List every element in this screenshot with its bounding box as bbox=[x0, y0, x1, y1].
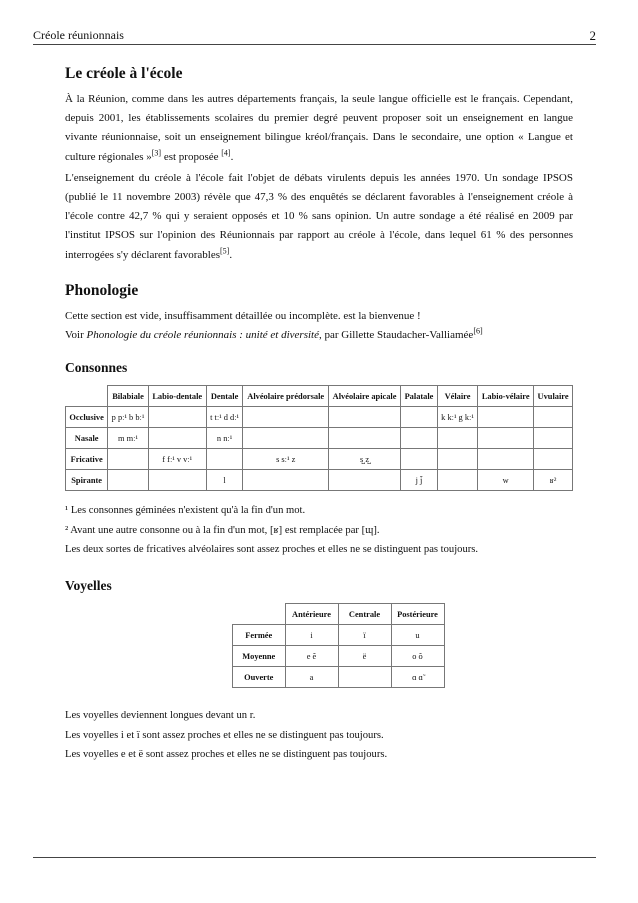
header-cell: Dentale bbox=[206, 386, 243, 407]
header-cell bbox=[233, 604, 286, 625]
header-cell: Vélaire bbox=[437, 386, 478, 407]
reference-3[interactable]: [3] bbox=[151, 147, 162, 157]
table-cell: p pː¹ b bː¹ bbox=[108, 407, 149, 428]
header-cell: Palatale bbox=[401, 386, 438, 407]
section-heading-phonology: Phonologie bbox=[65, 281, 139, 299]
school-p1-text-3: . bbox=[230, 150, 234, 163]
table-cell bbox=[401, 449, 438, 470]
table-cell: u bbox=[391, 625, 444, 646]
table-row bbox=[233, 625, 445, 646]
table-cell bbox=[478, 407, 534, 428]
table-cell bbox=[534, 428, 573, 449]
school-p2-text: L'enseignement du créole à l'école fait l'objet de débats virulents depuis les années 1970. Un sondage IPSOS (publié le 11 novembre 2003) révèle que 47,3 % des enquêtés se déclarent favorables à l'enseignement créole à l'école contre 42,7 % qui y seraient opposés et 10 % sans opinion. Un autre sondage a été réalisé en 2009 par l'institut IPSOS sur l'opinion des Réunionnais par rapport au créole à l'école, dans lequel 61 % des personnes interrogées s'y déclarent favorables bbox=[65, 171, 573, 261]
table-cell bbox=[478, 428, 534, 449]
table-cell: k kː¹ g kː¹ bbox=[437, 407, 478, 428]
consonants-header-row bbox=[66, 386, 573, 407]
table-cell bbox=[206, 449, 243, 470]
section-heading-consonants: Consonnes bbox=[65, 360, 128, 376]
row-header: Nasale bbox=[66, 428, 108, 449]
table-cell: n nː¹ bbox=[206, 428, 243, 449]
vowel-note-3: Les voyelles e et ë sont assez proches et elles ne se distinguent pas toujours. bbox=[65, 749, 388, 761]
consonant-note-3: Les deux sortes de fricatives alvéolaires sont assez proches et elles ne se distinguent pas toujours. bbox=[65, 544, 479, 556]
reference-6[interactable]: [6] bbox=[473, 326, 483, 336]
school-paragraph-2 bbox=[65, 169, 573, 265]
table-cell bbox=[437, 428, 478, 449]
table-cell bbox=[401, 407, 438, 428]
vowel-note-1: Les voyelles deviennent longues devant un r. bbox=[65, 710, 256, 722]
header-cell: Postérieure bbox=[391, 604, 444, 625]
school-p2-text-2: . bbox=[229, 248, 233, 261]
article-body bbox=[65, 64, 573, 765]
consonants-notes bbox=[65, 501, 573, 559]
table-cell bbox=[108, 470, 149, 491]
table-cell: ï bbox=[338, 625, 391, 646]
table-cell: ɑ ɑ̃ bbox=[391, 667, 444, 688]
table-cell: j j̃ bbox=[401, 470, 438, 491]
table-row bbox=[233, 646, 445, 667]
header-cell: Centrale bbox=[338, 604, 391, 625]
header-cell: Labio-vélaire bbox=[478, 386, 534, 407]
school-p1-text-2: est proposée bbox=[161, 150, 222, 163]
table-cell bbox=[401, 428, 438, 449]
page-header-title: Créole réunionnais bbox=[33, 28, 124, 42]
school-paragraph-1 bbox=[65, 90, 573, 167]
table-cell: e ẽ bbox=[285, 646, 338, 667]
table-cell bbox=[243, 407, 329, 428]
table-cell: w bbox=[478, 470, 534, 491]
table-cell: l bbox=[206, 470, 243, 491]
header-cell: Alvéolaire prédorsale bbox=[243, 386, 329, 407]
phonology-see-also bbox=[65, 326, 573, 345]
table-cell: ʁ² bbox=[534, 470, 573, 491]
table-cell: o õ bbox=[391, 646, 444, 667]
table-cell bbox=[534, 407, 573, 428]
table-cell bbox=[148, 470, 206, 491]
header-cell bbox=[66, 386, 108, 407]
header-cell: Alvéolaire apicale bbox=[328, 386, 400, 407]
row-header: Spirante bbox=[66, 470, 108, 491]
table-cell: s sː¹ z bbox=[243, 449, 329, 470]
table-cell bbox=[148, 407, 206, 428]
vowels-table bbox=[232, 603, 445, 688]
header-cell: Labio-dentale bbox=[148, 386, 206, 407]
table-cell bbox=[437, 470, 478, 491]
table-cell bbox=[148, 428, 206, 449]
reference-5[interactable]: [5] bbox=[220, 245, 230, 255]
row-header: Occlusive bbox=[66, 407, 108, 428]
row-header: Fricative bbox=[66, 449, 108, 470]
header-cell: Antérieure bbox=[285, 604, 338, 625]
section-heading-vowels: Voyelles bbox=[65, 578, 112, 594]
table-cell: ë bbox=[338, 646, 391, 667]
table-cell bbox=[328, 428, 400, 449]
consonant-note-1: ¹ Les consonnes géminées n'existent qu'à la fin d'un mot. bbox=[65, 505, 306, 517]
consonants-table bbox=[65, 385, 573, 491]
table-cell bbox=[108, 449, 149, 470]
table-cell bbox=[478, 449, 534, 470]
vowels-notes bbox=[65, 706, 573, 764]
row-header: Moyenne bbox=[233, 646, 286, 667]
row-header: Ouverte bbox=[233, 667, 286, 688]
header-rule bbox=[33, 44, 596, 45]
table-cell: i bbox=[285, 625, 338, 646]
school-p1-text: À la Réunion, comme dans les autres départements français, la seule langue officielle est le français. Cependant, depuis 2001, les établissements scolaires du premier degré peuvent proposer soit un enseignement en langue vivante réunionnaise, soit un enseignement bilingue kréol/français. Dans le secondaire, une option « Langue et culture régionales » bbox=[65, 93, 573, 163]
table-cell: t tː¹ d dː¹ bbox=[206, 407, 243, 428]
reference-4[interactable]: [4] bbox=[221, 147, 231, 157]
see-also-prefix: Voir bbox=[65, 329, 87, 342]
page-header bbox=[33, 28, 596, 44]
footer-rule bbox=[33, 857, 596, 858]
table-cell bbox=[437, 449, 478, 470]
table-cell bbox=[338, 667, 391, 688]
table-cell: m mː¹ bbox=[108, 428, 149, 449]
table-row bbox=[66, 407, 573, 428]
table-cell bbox=[328, 407, 400, 428]
table-cell: a bbox=[285, 667, 338, 688]
table-cell bbox=[243, 428, 329, 449]
table-row bbox=[66, 470, 573, 491]
see-also-link[interactable]: Phonologie du créole réunionnais : unité et diversité bbox=[86, 329, 319, 342]
header-cell: Uvulaire bbox=[534, 386, 573, 407]
table-row bbox=[233, 667, 445, 688]
header-cell: Bilabiale bbox=[108, 386, 149, 407]
table-cell: f fː¹ v vː¹ bbox=[148, 449, 206, 470]
row-header: Fermée bbox=[233, 625, 286, 646]
consonant-note-2: ² Avant une autre consonne ou à la fin d'un mot, [ʁ] est remplacée par [ɰ]. bbox=[65, 524, 380, 536]
table-cell bbox=[534, 449, 573, 470]
table-row bbox=[66, 449, 573, 470]
table-cell bbox=[243, 470, 329, 491]
table-cell: s̺ z̺ bbox=[328, 449, 400, 470]
table-cell bbox=[328, 470, 400, 491]
vowels-header-row bbox=[233, 604, 445, 625]
page-number: 2 bbox=[589, 28, 596, 43]
table-row bbox=[66, 428, 573, 449]
section-heading-school: Le créole à l'école bbox=[65, 65, 183, 82]
see-also-author: , par Gillette Staudacher-Valliamée bbox=[318, 329, 474, 342]
phonology-notice: Cette section est vide, insuffisamment détaillée ou incomplète. est la bienvenue ! bbox=[65, 309, 421, 322]
vowel-note-2: Les voyelles i et ï sont assez proches et elles ne se distinguent pas toujours. bbox=[65, 729, 384, 741]
